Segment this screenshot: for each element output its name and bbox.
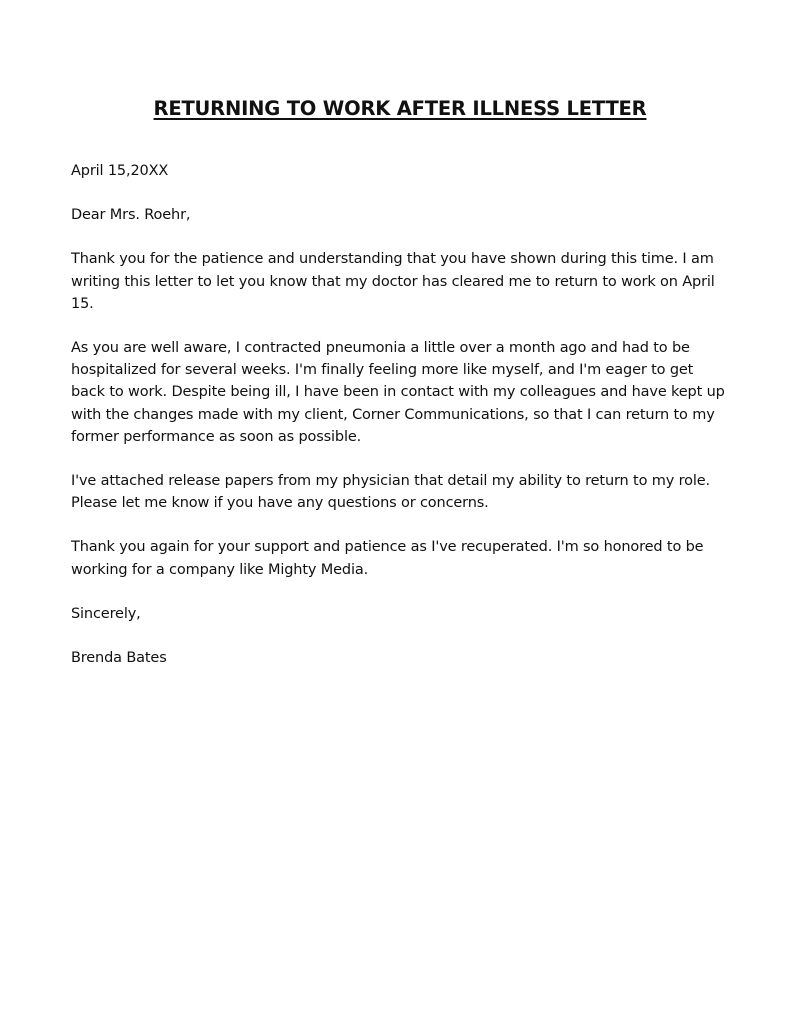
letter-signature-name: Brenda Bates: [71, 650, 167, 667]
letter-date: April 15,20XX: [71, 163, 169, 179]
letter-title: RETURNING TO WORK AFTER ILLNESS LETTER: [153, 97, 647, 120]
letter-paragraph: Thank you again for your support and patience as I've recuperated. I'm so honored to be working for a company like Mighty Media.: [71, 539, 704, 578]
letter-paragraph: Thank you for the patience and understanding that you have shown during this time. I am writing this letter to let you know that my doctor has cleared me to return to work on April 15.: [71, 251, 715, 312]
letter-paragraph: As you are well aware, I contracted pneumonia a little over a month ago and had to be hospitalized for several weeks. I'm finally feeling more like myself, and I'm eager to get back to work. Despite being ill, I have been in contact with my colleagues and have kept up with the changes made with my client, Corner Communications, so that I can return to my former performance as soon as possible.: [71, 340, 725, 445]
letter-paragraph: I've attached release papers from my physician that detail my ability to return to my role. Please let me know if you have any questions or concerns.: [71, 473, 710, 512]
letter-salutation: Dear Mrs. Roehr,: [71, 207, 191, 224]
letter-body: [71, 160, 731, 691]
letter-closing: Sincerely,: [71, 605, 141, 622]
